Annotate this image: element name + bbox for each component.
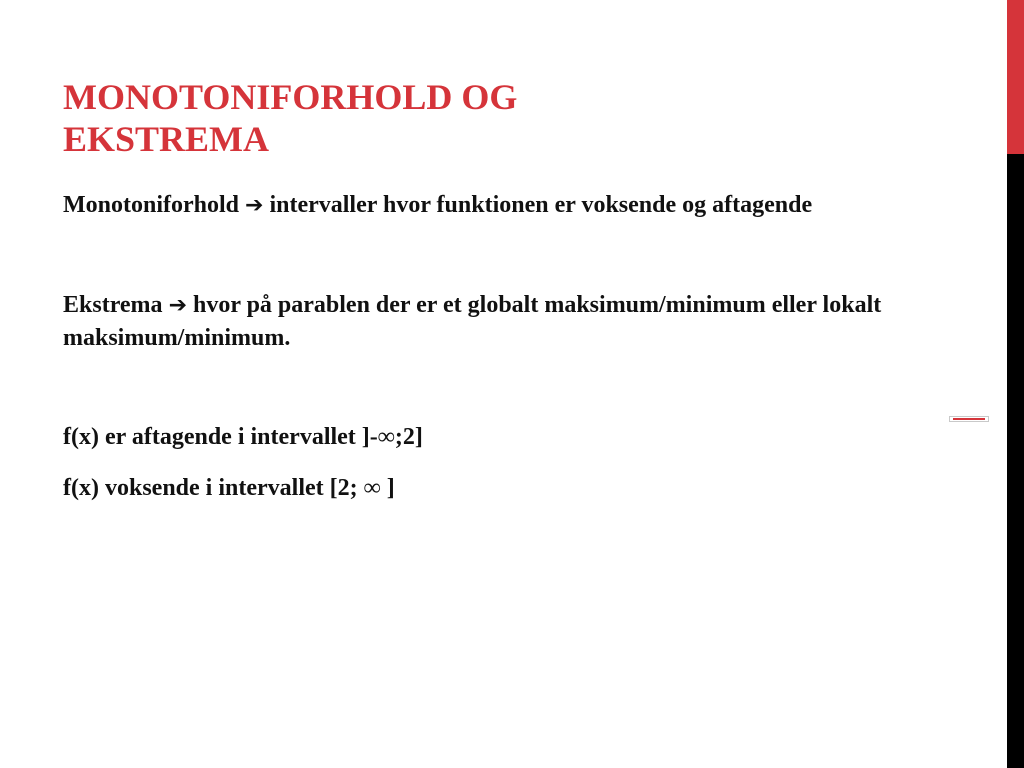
increasing-interval-text: f(x) voksende i intervallet [2; ∞ ] — [63, 475, 395, 501]
arrow-right-icon: ➔ — [245, 193, 264, 218]
ekstrema-paragraph — [63, 289, 993, 355]
monotoniforhold-paragraph — [63, 189, 993, 222]
monotoniforhold-term: Monotoniforhold — [63, 192, 240, 218]
embedded-object-marker — [949, 416, 989, 422]
ekstrema-term: Ekstrema — [63, 292, 163, 318]
slide-title — [63, 76, 763, 160]
arrow-right-icon: ➔ — [168, 293, 187, 318]
decreasing-interval-text: f(x) er aftagende i intervallet ]-∞;2] — [63, 424, 423, 450]
ekstrema-definition: hvor på parablen der er et globalt maksimum/minimum eller lokalt maksimum/minimum. — [63, 292, 882, 351]
title-line-1: MONOTONIFORHOLD OG — [63, 77, 518, 117]
title-line-2: EKSTREMA — [63, 119, 270, 159]
accent-bar-black — [1007, 154, 1024, 768]
monotoniforhold-definition: intervaller hvor funktionen er voksende og aftagende — [269, 192, 813, 218]
accent-bar-red — [1007, 0, 1024, 154]
